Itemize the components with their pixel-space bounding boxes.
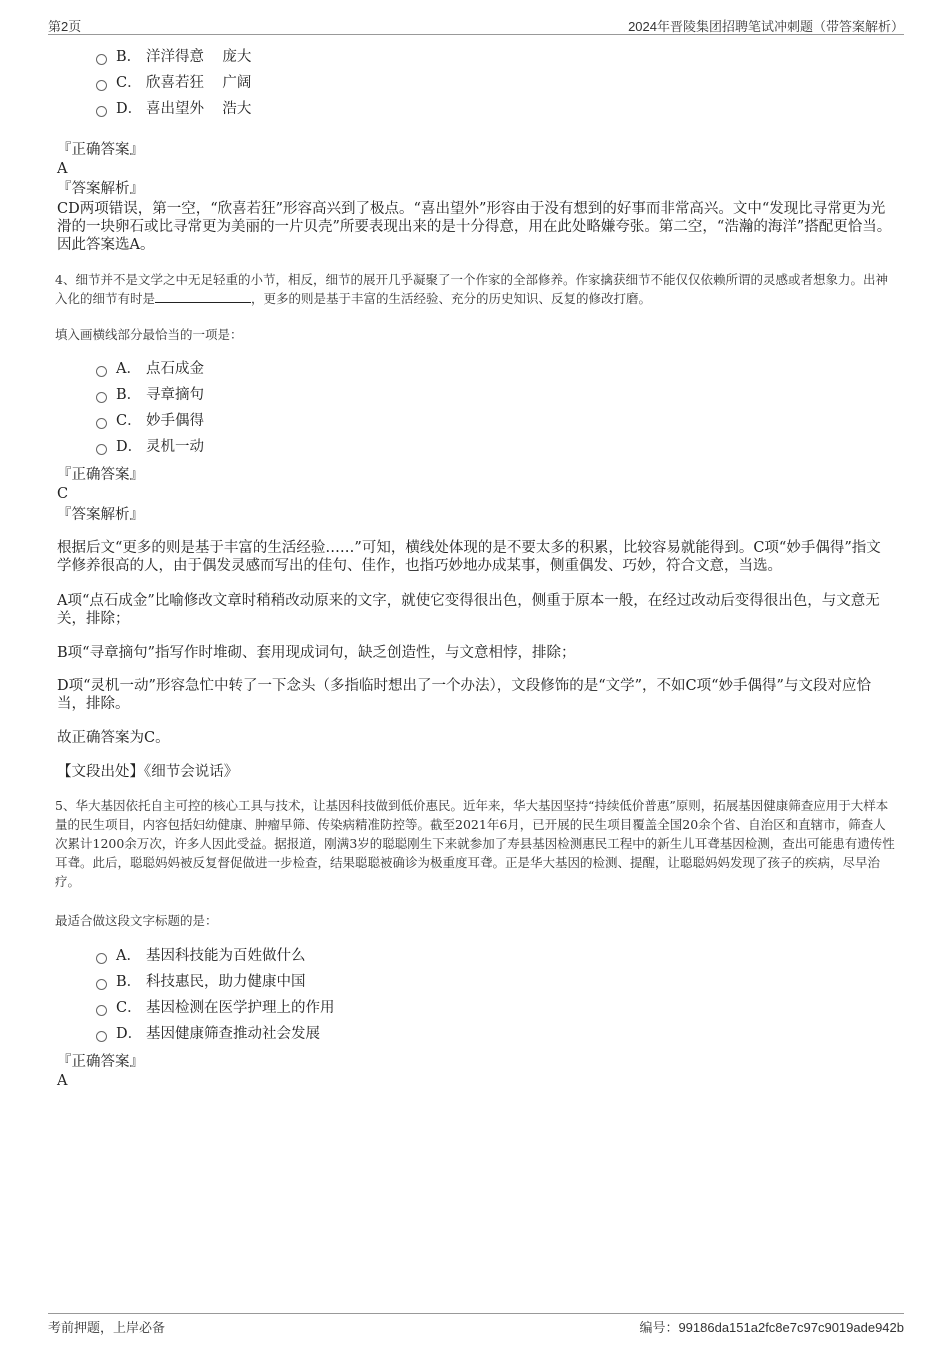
- q4-analysis-paragraph: A项“点石成金”比喻修改文章时稍稍改动原来的文字，就使它变得很出色，侧重于原本一般，在经过改动后变得很出色，与文意无关，排除；: [57, 593, 880, 627]
- q4-analysis-paragraph: D项“灵机一动”形容急忙中转了一下念头（多指临时想出了一个办法），文段修饰的是“文学”，不如C项“妙手偶得”与文段对应恰当，排除。: [57, 678, 871, 712]
- page-number: 第2页: [48, 19, 82, 34]
- radio-icon[interactable]: [96, 392, 107, 403]
- q4-question: 4、细节并不是文学之中无足轻重的小节，相反，细节的展开几乎凝聚了一个作家的全部修养。作家擒获细节不能仅仅依赖所谓的灵感或者想象力。出神入化的细节有时是 ，更多的则是基于丰富的生活经验、充分的历史知识、反复的修改打磨。: [55, 272, 888, 306]
- q4-analysis-paragraph: 根据后文“更多的则是基于丰富的生活经验……”可知，横线处体现的是不要太多的积累，比较容易就能得到。C项“妙手偶得”指文学修养很高的人，由于偶发灵感而写出的佳句、佳作，也指巧妙地办成某事，侧重偶发、巧妙，符合文意，当选。: [57, 540, 881, 574]
- q4-analysis-paragraph: B项“寻章摘句”指写作时堆砌、套用现成词句，缺乏创造性，与文意相悖，排除；: [57, 645, 576, 661]
- q4-option-d[interactable]: D． 灵机一动: [96, 437, 204, 457]
- q5-option-d[interactable]: D． 基因健康筛查推动社会发展: [96, 1024, 320, 1044]
- q5-option-b[interactable]: B． 科技惠民，助力健康中国: [96, 972, 306, 992]
- radio-icon[interactable]: [96, 1031, 107, 1042]
- q5-question: 5、华大基因依托自主可控的核心工具与技术，让基因科技做到低价惠民。近年来，华大基因坚持“持续低价普惠”原则，拓展基因健康筛查应用于大样本量的民生项目，内容包括妇幼健康、肿瘤早筛、传染病精准防控等。截至2021年6月，已开展的民生项目覆盖全国20余个省、自治区和直辖市，筛查人次累计1200余万次，许多人因此受益。据报道，刚满3岁的聪聪刚生下来就参加了寿县基因检测惠民工程中的新生儿耳聋基因检测，查出可能患有遗传性耳聋。此后，聪聪妈妈被反复督促做进一步检查，结果聪聪被确诊为极重度耳聋。正是华大基因的检测、提醒，让聪聪妈妈发现了孩子的疾病，尽早治疗。: [55, 798, 895, 889]
- q4-source: 【文段出处】《细节会说话》: [57, 764, 239, 780]
- radio-icon[interactable]: [96, 106, 107, 117]
- radio-icon[interactable]: [96, 979, 107, 990]
- radio-icon[interactable]: [96, 1005, 107, 1016]
- fill-blank: [155, 289, 251, 303]
- q3-option-c[interactable]: C． 欣喜若狂 广阔: [96, 73, 251, 93]
- q4-option-b[interactable]: B． 寻章摘句: [96, 385, 204, 405]
- q3-answer-label: 『正确答案』: [57, 142, 144, 158]
- document-id: 编号：99186da151a2fc8e7c97c9019ade942b: [639, 1320, 904, 1335]
- q4-answer: C: [57, 486, 69, 502]
- q5-answer: A: [57, 1073, 68, 1089]
- q4-analysis-label: 『答案解析』: [57, 507, 144, 523]
- q4-answer-label: 『正确答案』: [57, 467, 144, 483]
- q3-option-d[interactable]: D． 喜出望外 浩大: [96, 99, 251, 119]
- document-title: 2024年晋陵集团招聘笔试冲刺题（带答案解析）: [628, 19, 904, 34]
- q5-option-a[interactable]: A． 基因科技能为百姓做什么: [96, 946, 306, 966]
- q3-analysis: CD两项错误，第一空，“欣喜若狂”形容高兴到了极点。“喜出望外”形容由于没有想到的好事而非常高兴。文中“发现比寻常更为光滑的一块卵石或比寻常更为美丽的一片贝壳”所要表现出来的是十分得意，用在此处略嫌夸张。第二空，“浩瀚的海洋”搭配更恰当。因此答案选A。: [57, 201, 892, 253]
- radio-icon[interactable]: [96, 54, 107, 65]
- radio-icon[interactable]: [96, 366, 107, 377]
- page-header: [48, 14, 904, 35]
- footer-slogan: 考前押题，上岸必备: [48, 1320, 166, 1335]
- radio-icon[interactable]: [96, 418, 107, 429]
- q3-answer: A: [57, 161, 68, 177]
- page-footer: [48, 1313, 904, 1336]
- q5-answer-label: 『正确答案』: [57, 1054, 144, 1070]
- q3-option-b[interactable]: B． 洋洋得意 庞大: [96, 47, 251, 67]
- q5-prompt: 最适合做这段文字标题的是：: [55, 913, 218, 928]
- radio-icon[interactable]: [96, 953, 107, 964]
- radio-icon[interactable]: [96, 444, 107, 455]
- radio-icon[interactable]: [96, 80, 107, 91]
- q4-prompt: 填入画横线部分最恰当的一项是：: [55, 327, 243, 342]
- q4-option-a[interactable]: A． 点石成金: [96, 359, 204, 379]
- q3-analysis-label: 『答案解析』: [57, 181, 144, 197]
- q5-option-c[interactable]: C． 基因检测在医学护理上的作用: [96, 998, 335, 1018]
- q4-option-c[interactable]: C． 妙手偶得: [96, 411, 204, 431]
- q4-analysis-paragraph: 故正确答案为C。: [57, 730, 170, 746]
